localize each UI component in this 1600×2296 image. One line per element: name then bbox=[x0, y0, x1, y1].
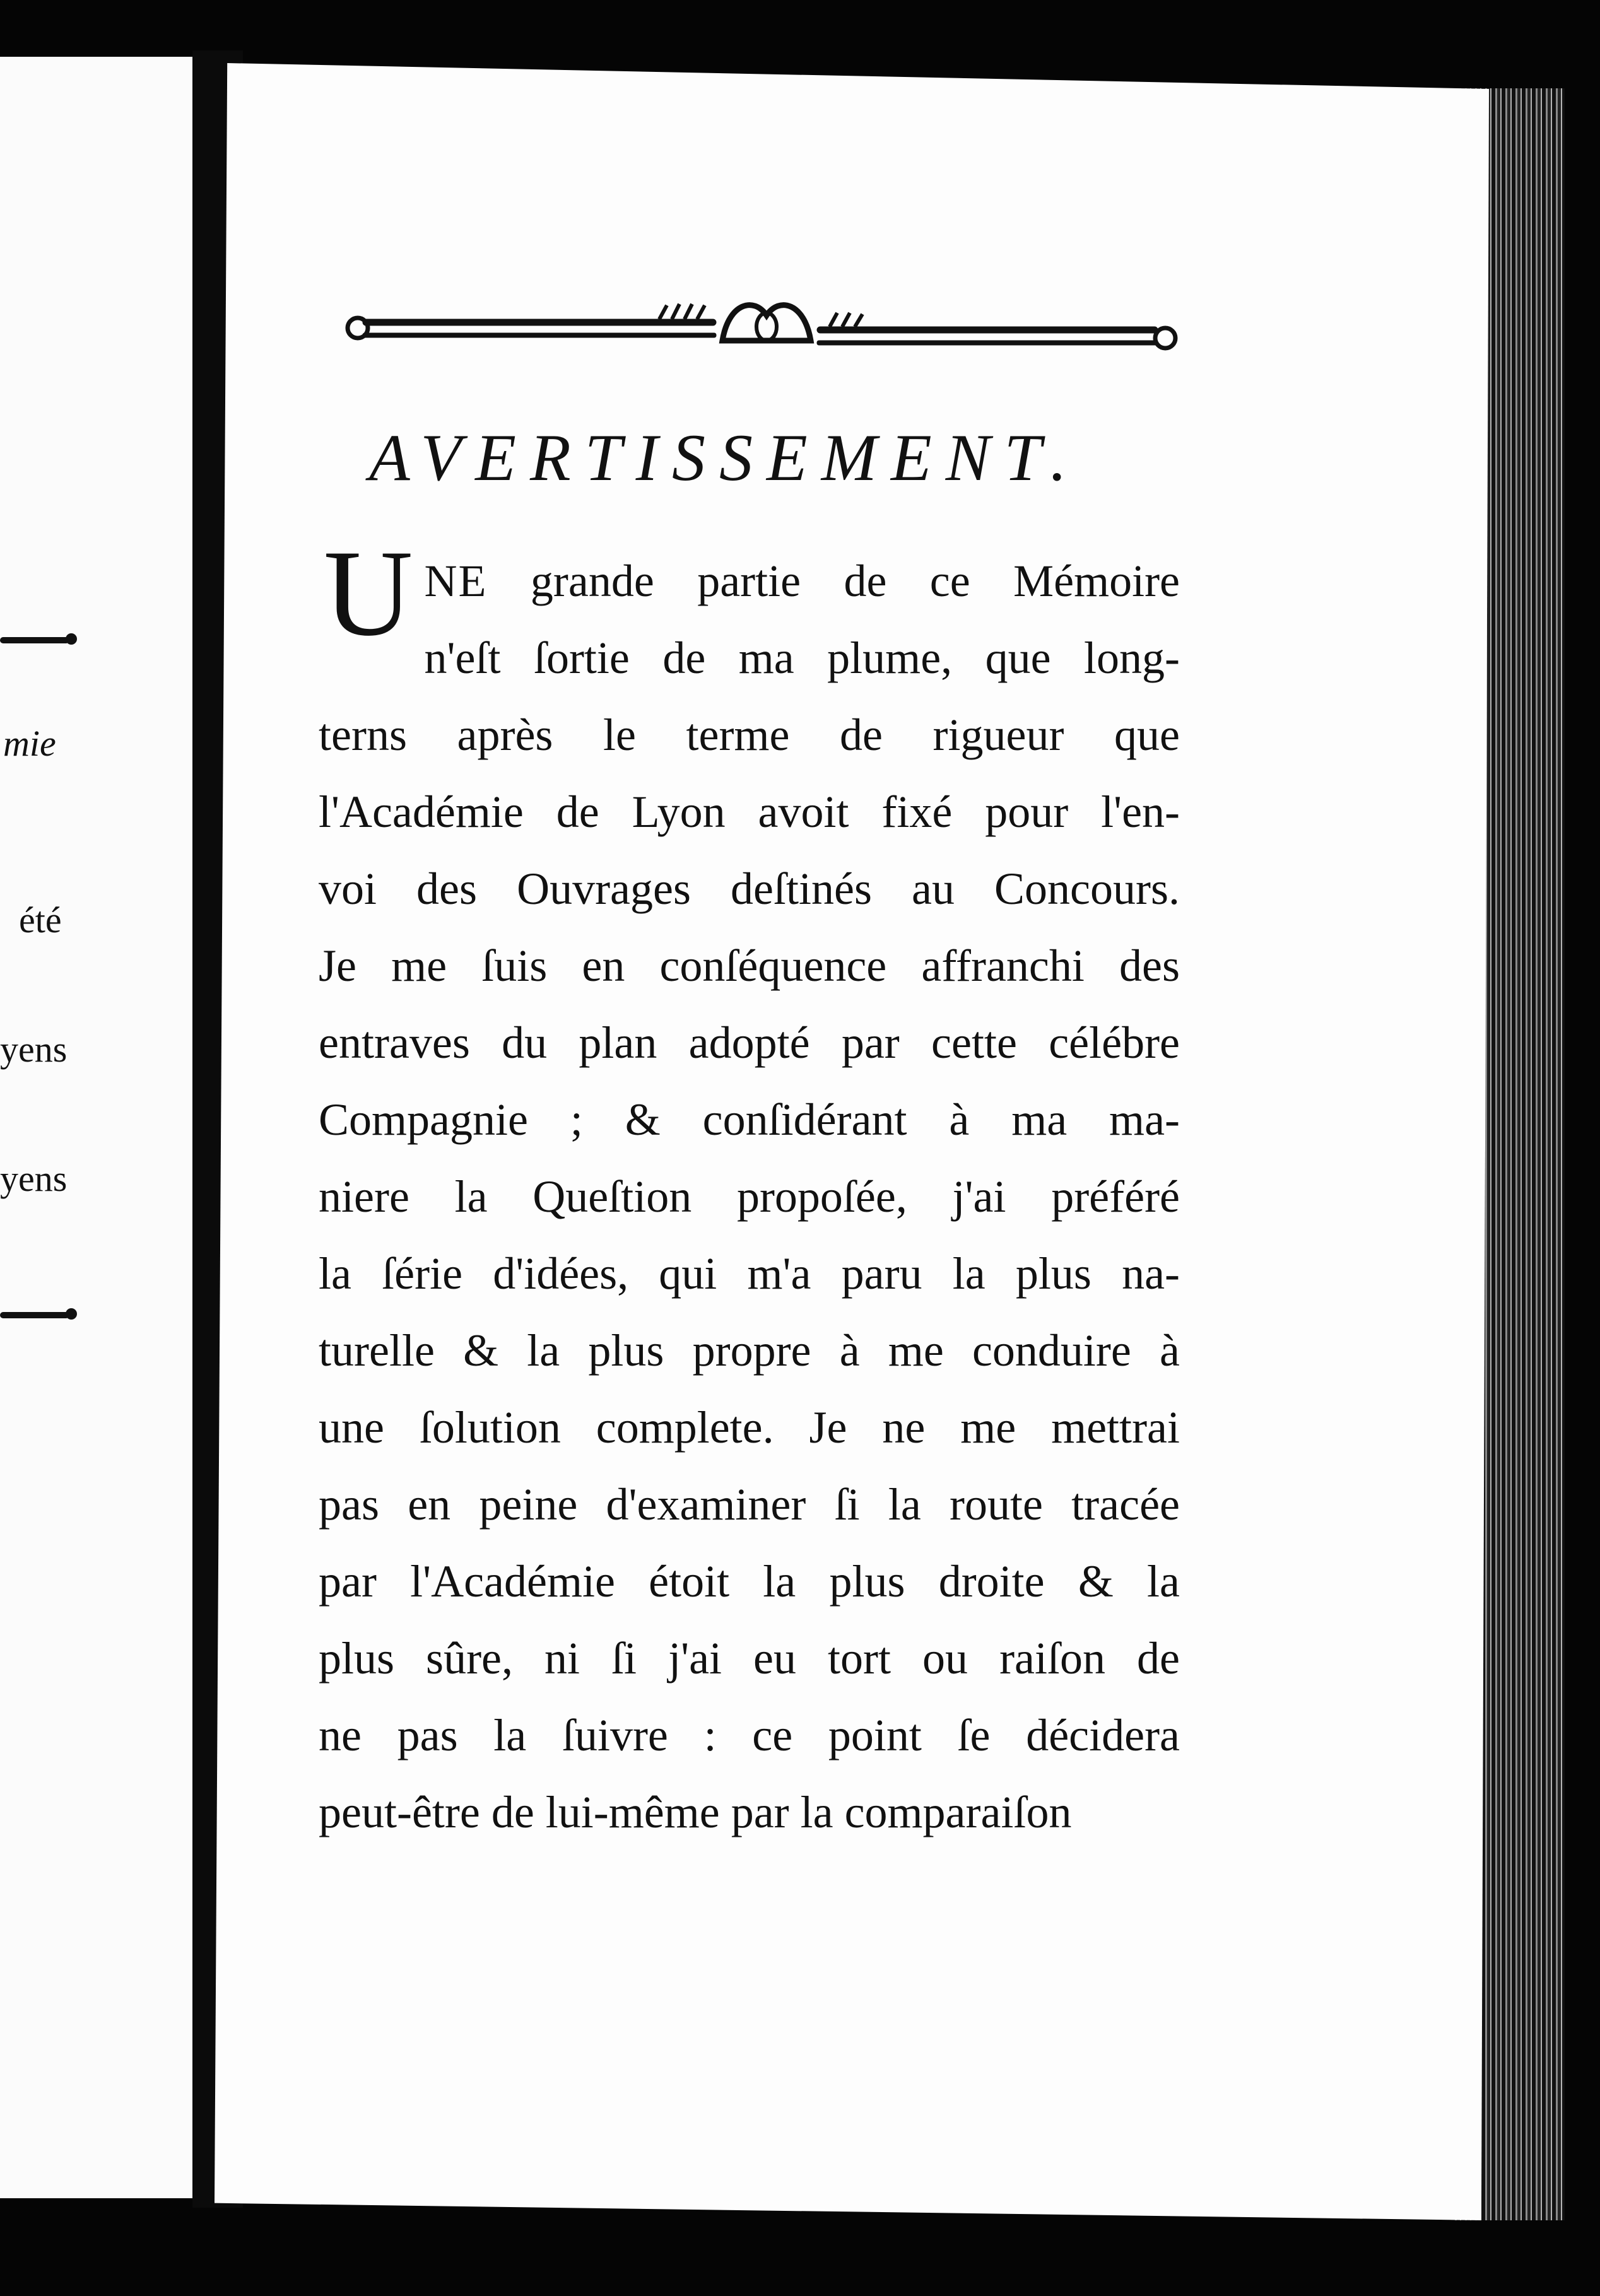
text-line: la ſérie d'idées, qui m'a paru la plus na- bbox=[319, 1248, 1180, 1299]
text-line: entraves du plan adopté par cette célébre bbox=[319, 1017, 1180, 1068]
text-line: turelle & la plus propre à me conduire à bbox=[319, 1325, 1180, 1376]
text-line: Compagnie ; & conſidérant à ma ma- bbox=[319, 1094, 1180, 1145]
ornamental-headpiece bbox=[344, 296, 1189, 366]
text-line: l'Académie de Lyon avoit fixé pour l'en- bbox=[319, 787, 1180, 837]
left-fragment: été bbox=[19, 899, 62, 940]
page-title: AVERTISSEMENT. bbox=[369, 421, 1081, 495]
drop-cap: U bbox=[324, 525, 413, 662]
text-line: niere la Queſtion propoſée, j'ai préféré bbox=[319, 1171, 1180, 1222]
text-line: une ſolution complete. Je ne me mettrai bbox=[319, 1402, 1180, 1453]
text-line: n'eſt ſortie de ma plume, que long- bbox=[424, 633, 1180, 683]
text-line: pas en peine d'examiner ſi la route tracée bbox=[319, 1479, 1180, 1530]
left-page-rule bbox=[0, 637, 69, 643]
text-line: peut-être de lui-même par la comparaiſon bbox=[319, 1787, 1072, 1837]
text-line: par l'Académie étoit la plus droite & la bbox=[319, 1556, 1180, 1607]
left-page-rule bbox=[0, 1312, 69, 1318]
left-fragment: mie bbox=[3, 723, 56, 764]
text-line: ne pas la ſuivre : ce point ſe décidera bbox=[319, 1710, 1180, 1760]
text-line: NE grande partie de ce Mémoire bbox=[424, 556, 1180, 606]
text-line: plus sûre, ni ſi j'ai eu tort ou raiſon de bbox=[319, 1633, 1180, 1684]
text-line: voi des Ouvrages deſtinés au Concours. bbox=[319, 864, 1180, 914]
previous-page-edge bbox=[0, 57, 194, 2198]
text-line: terns après le terme de rigueur que bbox=[319, 710, 1180, 760]
text-line: Je me ſuis en conſéquence affranchi des bbox=[319, 940, 1180, 991]
body-paragraph bbox=[319, 525, 1180, 1851]
left-fragment: yens bbox=[0, 1029, 68, 1070]
left-fragment: yens bbox=[0, 1158, 68, 1199]
